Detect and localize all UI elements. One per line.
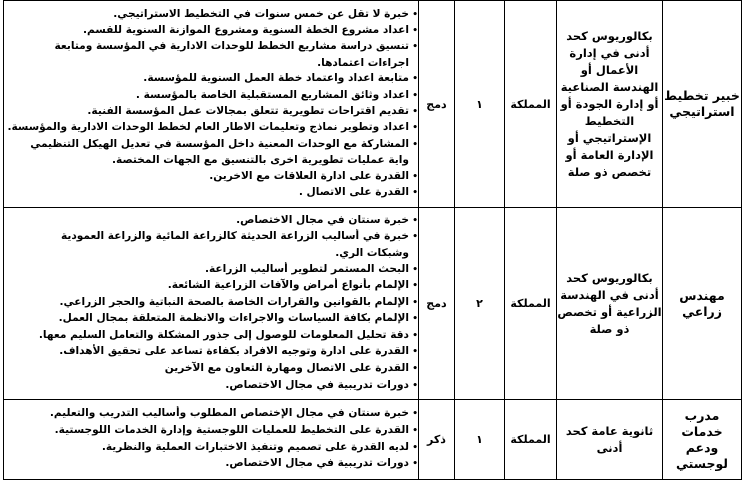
requirements-cell bbox=[4, 208, 419, 400]
qualification: بكالوريوس كحد أدنى في الهندسة الزراعية أو تخصص ذو صلة bbox=[557, 208, 663, 400]
location: المملكة bbox=[505, 400, 557, 480]
requirement-item: •الإلمام بالقوانين والقرارات الخاصة بالصحة النباتية والحجر الزراعي. bbox=[59, 295, 418, 308]
requirement-item: وشبكات الري. bbox=[335, 246, 409, 259]
jobs-table bbox=[3, 0, 742, 480]
qualification: ثانوية عامة كحد أدنى bbox=[557, 400, 663, 480]
requirement-item: •القدرة على ادارة وتوجيه الافراد بكفاءة تساعد على تحقيق الأهداف. bbox=[59, 345, 418, 358]
requirement-item: •متابعة اعداد واعتماد خطة العمل السنوية للمؤسسة. bbox=[143, 72, 418, 85]
requirement-item: •دورات تدريبية في مجال الاختصاص. bbox=[225, 378, 418, 391]
requirements-list bbox=[4, 406, 418, 472]
requirement-item: •خبرة سنتان في مجال الإختصاص المطلوب وأساليب التدريب والتعليم. bbox=[49, 407, 418, 420]
job-title: مهندس زراعي bbox=[663, 208, 742, 400]
requirement-item: اجراءات اعتمادها. bbox=[317, 56, 409, 69]
requirement-item: •لديه القدرة على تصميم وتنفيذ الاختبارات العملية والنظرية. bbox=[101, 440, 418, 453]
qualification: بكالوريوس كحد أدنى في إدارة الأعمال أو الهندسة الصناعية أو إدارة الجودة أو التخطيط الإستراتيجي أو الإدارة العامة أو تخصص ذو صلة bbox=[557, 1, 663, 208]
requirement-item: •خبرة سنتان في مجال الاختصاص. bbox=[236, 213, 418, 226]
requirement-item: •الإلمام بأنواع أمراض والآفات الزراعية الشائعة. bbox=[167, 279, 418, 292]
requirements-cell bbox=[4, 1, 419, 208]
vacancy-count: ٢ bbox=[455, 208, 505, 400]
job-title: خبير تخطيط استراتيجي bbox=[663, 1, 742, 208]
table-row bbox=[4, 400, 742, 480]
requirements-list bbox=[4, 7, 418, 202]
job-title: مدرب خدمات ودعم لوجستي bbox=[663, 400, 742, 480]
requirement-item: •اعداد وتطوير نماذج وتعليمات الاطار العام لخطط الوحدات الادارية والمؤسسة. bbox=[7, 121, 418, 134]
gender: ذكر bbox=[419, 400, 455, 480]
table-row bbox=[4, 1, 742, 208]
requirement-item: •تقديم اقتراحات تطويرية تتعلق بمجالات عمل المؤسسة الفنية. bbox=[87, 105, 418, 117]
requirement-item: •خبرة في أساليب الزراعة الحديثة كالزراعة المائية والزراعة العمودية bbox=[60, 230, 418, 243]
location: المملكة bbox=[505, 208, 557, 400]
requirement-item: •دورات تدريبية في مجال الاختصاص. bbox=[225, 457, 418, 470]
requirement-item: •القدرة على الاتصال ومهارة التعاون مع الآخرين bbox=[164, 362, 418, 375]
table-row bbox=[4, 208, 742, 400]
gender: دمج bbox=[419, 1, 455, 208]
requirement-item: •البحث المستمر لتطوير أساليب الزراعة. bbox=[204, 262, 418, 275]
requirement-item: واية عمليات تطويرية اخرى بالتنسيق مع الجهات المختصة. bbox=[112, 154, 409, 167]
requirements-list bbox=[4, 213, 418, 395]
requirement-item: •خبرة لا تقل عن خمس سنوات في التخطيط الاستراتيجي. bbox=[113, 7, 418, 20]
gender: دمج bbox=[419, 208, 455, 400]
location: المملكة bbox=[505, 1, 557, 208]
requirement-item: •اعداد مشروع الخطة السنوية ومشروع الموازنة السنوية للقسم. bbox=[83, 23, 418, 36]
requirements-cell bbox=[4, 400, 419, 480]
requirement-item: •القدرة على الاتصال . bbox=[298, 186, 418, 199]
vacancy-count: ١ bbox=[455, 1, 505, 208]
requirement-item: •دقة تحليل المعلومات للوصول إلى جذور المشكلة والتعامل السليم معها. bbox=[38, 328, 418, 341]
requirement-item: •تنسيق دراسة مشاريع الخطط للوحدات الادارية في المؤسسة ومتابعة bbox=[54, 40, 418, 53]
requirement-item: •المشاركة مع الوحدات المعنية داخل المؤسسة في تعديل الهيكل التنظيمي bbox=[30, 137, 418, 150]
requirement-item: •الإلمام بكافة السياسات والاجراءات والانظمة المتعلقة بمجال العمل. bbox=[58, 312, 418, 325]
requirement-item: •القدرة على ادارة العلاقات مع الاخرين. bbox=[209, 169, 418, 182]
vacancy-count: ١ bbox=[455, 400, 505, 480]
requirement-item: •القدرة على التخطيط للعمليات اللوجستية وإدارة الخدمات اللوجستية. bbox=[54, 423, 418, 436]
requirement-item: •اعداد وثائق المشاريع المستقبلية الخاصة بالمؤسسة . bbox=[135, 88, 418, 101]
